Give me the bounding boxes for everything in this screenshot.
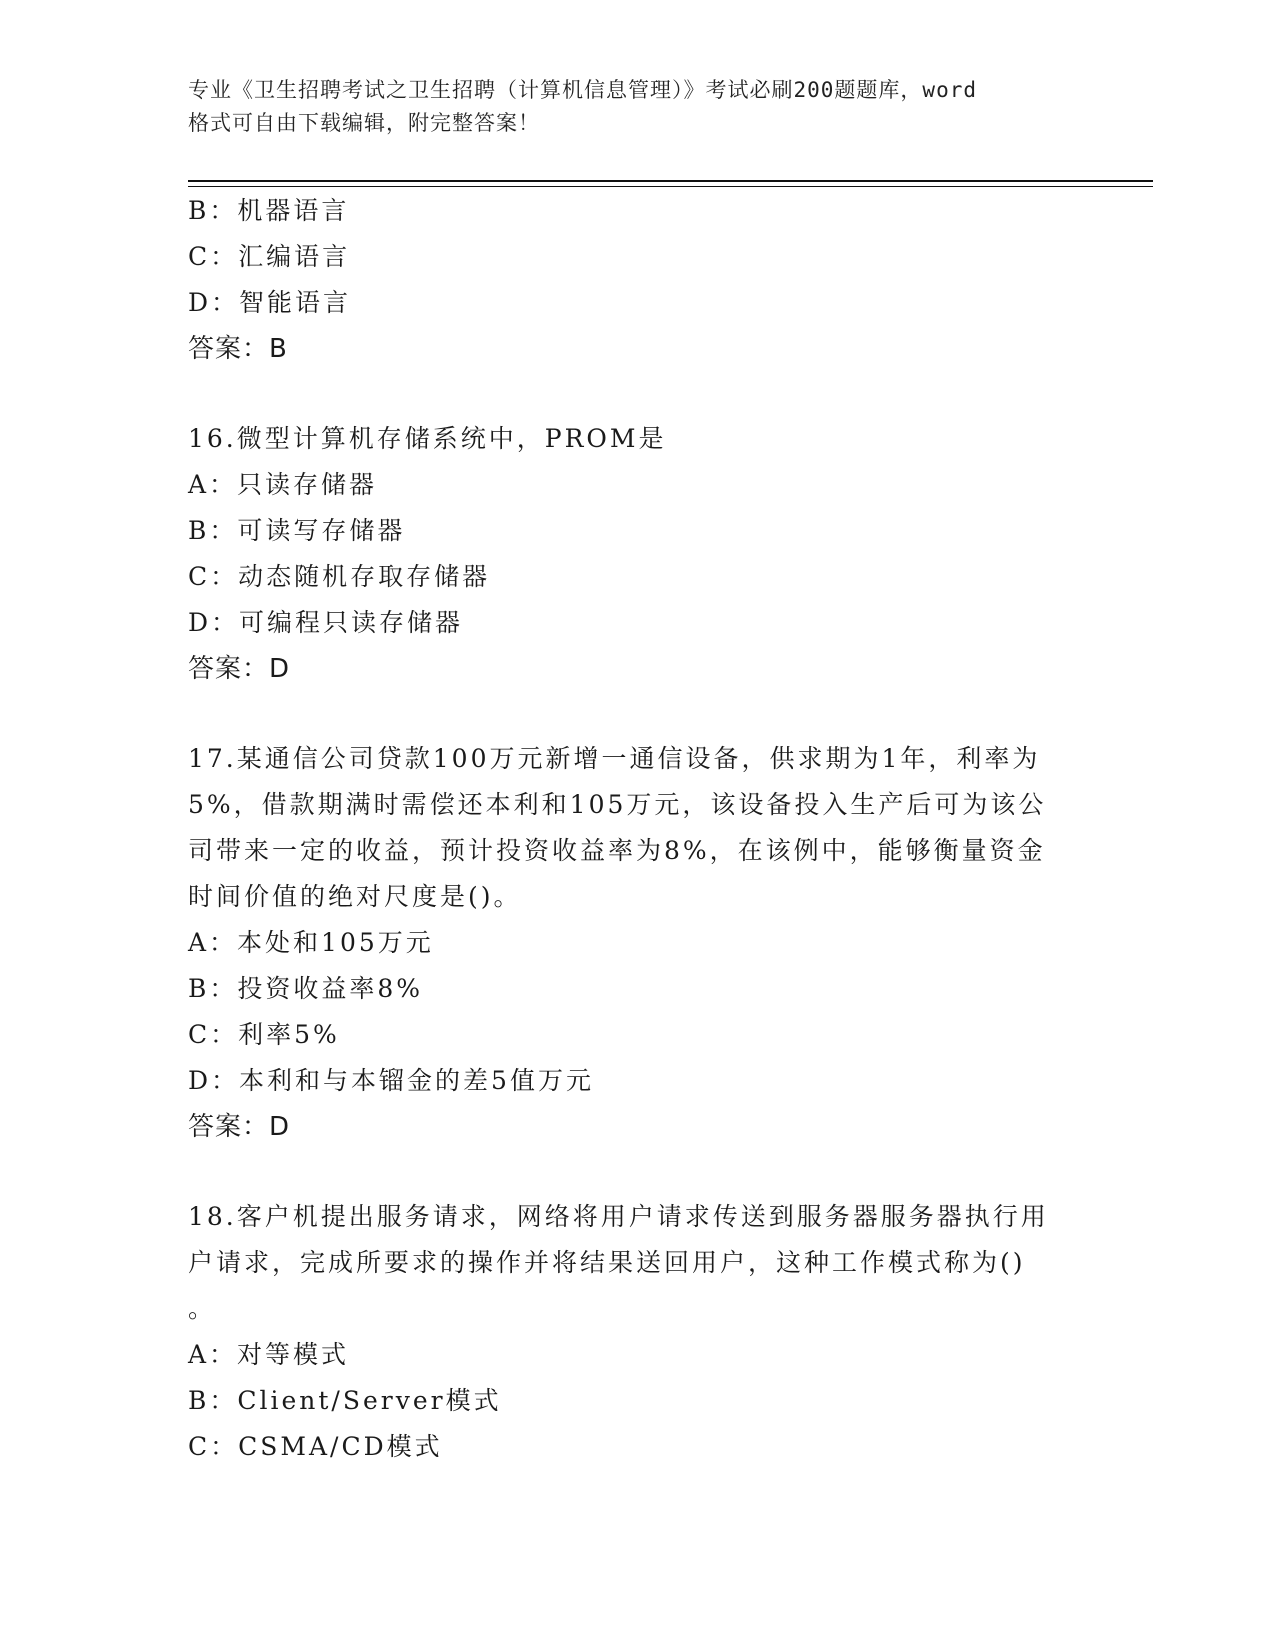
option-d: D：智能语言 bbox=[188, 288, 352, 317]
option-b: B：可读写存储器 bbox=[188, 516, 406, 545]
question-stem-line: 16.微型计算机存储系统中，PROM是 bbox=[188, 424, 667, 453]
option-a: A：对等模式 bbox=[188, 1340, 350, 1369]
question-stem-line: 。 bbox=[188, 1294, 217, 1323]
question-16 bbox=[188, 416, 1088, 692]
option-b: B：投资收益率8% bbox=[188, 974, 424, 1003]
question-17 bbox=[188, 736, 1088, 1150]
header-line-2: 格式可自由下载编辑，附完整答案！ bbox=[188, 111, 540, 135]
option-b: B：Client/Server模式 bbox=[188, 1386, 502, 1415]
document-body bbox=[188, 188, 1088, 1470]
option-d: D：本利和与本镏金的差5值万元 bbox=[188, 1066, 594, 1095]
question-stem-line: 时间价值的绝对尺度是()。 bbox=[188, 882, 522, 911]
option-b: B：机器语言 bbox=[188, 196, 350, 225]
document-header bbox=[188, 74, 1088, 140]
question-18 bbox=[188, 1194, 1088, 1470]
header-divider-thin bbox=[188, 186, 1153, 187]
option-c: C：利率5% bbox=[188, 1020, 340, 1049]
answer-line: 答案：D bbox=[188, 1112, 291, 1142]
header-line-1: 专业《卫生招聘考试之卫生招聘（计算机信息管理）》考试必刷200题题库，word bbox=[188, 78, 977, 102]
answer-line: 答案：B bbox=[188, 334, 288, 364]
question-stem-line: 户请求，完成所要求的操作并将结果送回用户，这种工作模式称为() bbox=[188, 1248, 1026, 1277]
option-c: C：汇编语言 bbox=[188, 242, 351, 271]
question-stem-line: 5%，借款期满时需偿还本利和105万元，该设备投入生产后可为该公 bbox=[188, 790, 1047, 819]
header-divider-thick bbox=[188, 180, 1153, 182]
option-c: C：CSMA/CD模式 bbox=[188, 1432, 443, 1461]
question-stem-line: 司带来一定的收益，预计投资收益率为8%，在该例中，能够衡量资金 bbox=[188, 836, 1046, 865]
option-c: C：动态随机存取存储器 bbox=[188, 562, 491, 591]
option-d: D：可编程只读存储器 bbox=[188, 608, 464, 637]
option-a: A：本处和105万元 bbox=[188, 928, 434, 957]
answer-line: 答案：D bbox=[188, 654, 291, 684]
question-stem-line: 17.某通信公司贷款100万元新增一通信设备，供求期为1年，利率为 bbox=[188, 744, 1041, 773]
question-stem-line: 18.客户机提出服务请求，网络将用户请求传送到服务器服务器执行用 bbox=[188, 1202, 1049, 1231]
question-15-continued bbox=[188, 188, 1088, 372]
option-a: A：只读存储器 bbox=[188, 470, 378, 499]
